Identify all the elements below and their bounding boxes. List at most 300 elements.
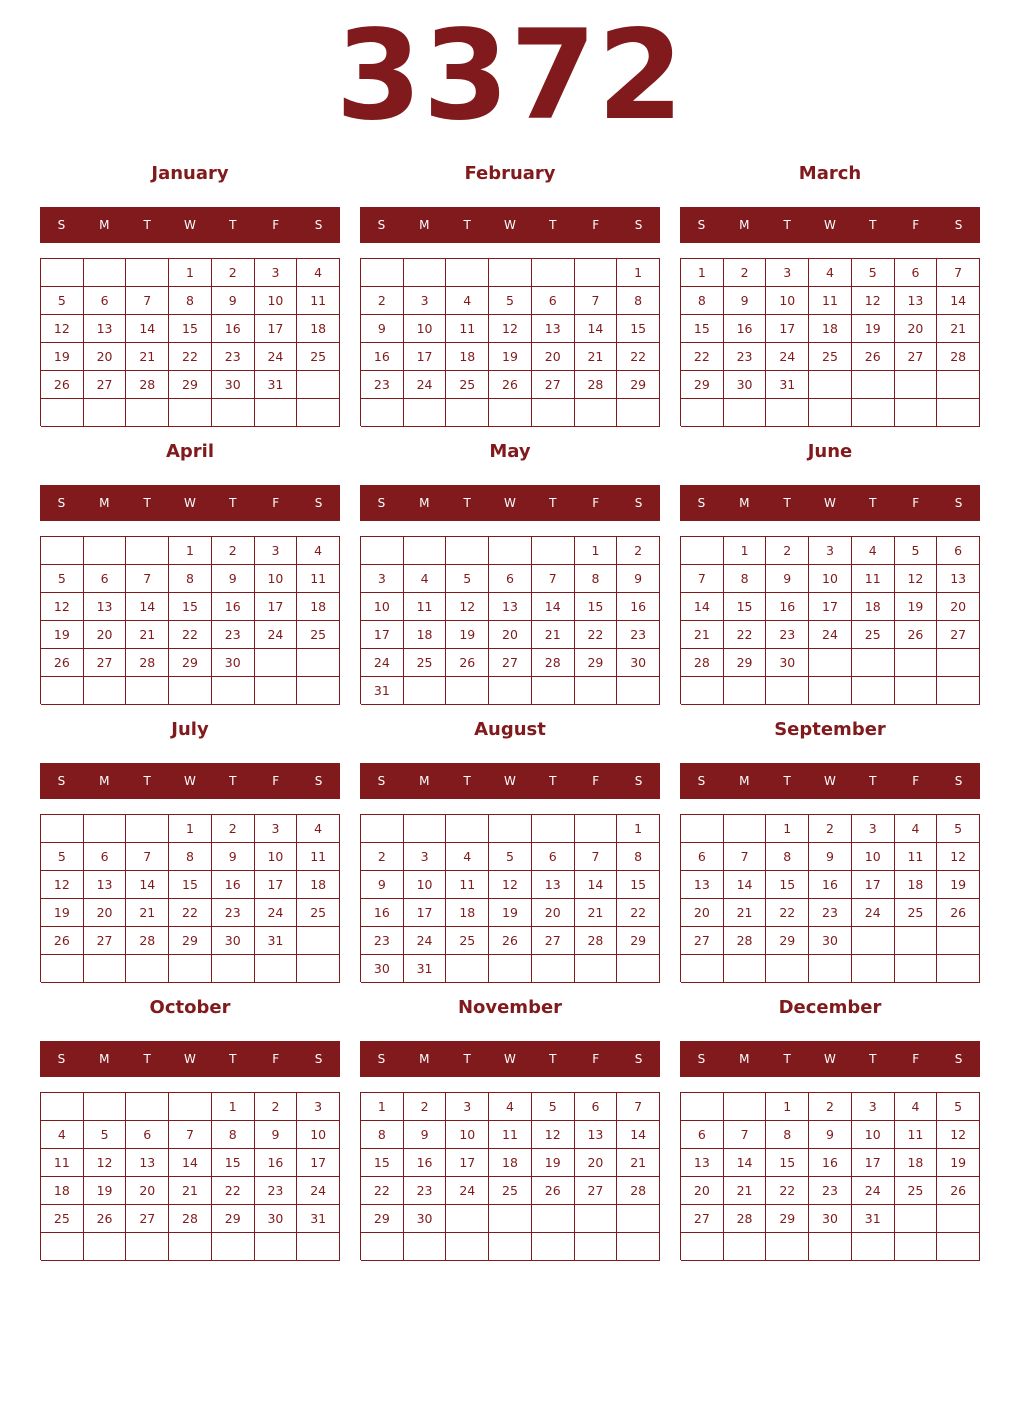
month-name: July [171, 719, 209, 740]
day-cell: 31 [852, 1205, 895, 1233]
day-cell: 6 [681, 1121, 724, 1149]
empty-day-cell [212, 677, 255, 705]
empty-day-cell [724, 815, 767, 843]
day-cell: 29 [766, 1205, 809, 1233]
weekday-label: F [592, 774, 600, 788]
day-cell: 24 [255, 899, 298, 927]
day-cell: 14 [126, 593, 169, 621]
empty-day-cell [895, 677, 938, 705]
day-cell: 7 [724, 1121, 767, 1149]
day-cell: 24 [404, 927, 447, 955]
day-cell: 17 [852, 1149, 895, 1177]
day-cell: 22 [617, 343, 660, 371]
day-cell: 30 [212, 927, 255, 955]
day-cell: 4 [895, 815, 938, 843]
empty-day-cell [575, 815, 618, 843]
day-cell: 24 [766, 343, 809, 371]
day-cell: 30 [404, 1205, 447, 1233]
weekday-label: S [314, 218, 323, 232]
day-cell: 28 [532, 649, 575, 677]
day-cell: 10 [446, 1121, 489, 1149]
day-cell: 30 [361, 955, 404, 983]
day-cell: 22 [766, 1177, 809, 1205]
empty-day-cell [212, 1233, 255, 1261]
weekday-label: S [57, 496, 66, 510]
day-cell: 10 [255, 565, 298, 593]
empty-day-cell [532, 399, 575, 427]
day-cell: 4 [852, 537, 895, 565]
day-cell: 29 [575, 649, 618, 677]
weekday-label: F [912, 774, 920, 788]
empty-day-cell [617, 399, 660, 427]
weekday-label: W [824, 496, 836, 510]
empty-day-cell [489, 677, 532, 705]
empty-day-cell [84, 955, 127, 983]
month-name: April [165, 441, 215, 462]
weekday-label: S [697, 496, 706, 510]
empty-day-cell [446, 259, 489, 287]
day-cell: 11 [297, 843, 340, 871]
day-cell: 4 [489, 1093, 532, 1121]
empty-day-cell [446, 677, 489, 705]
day-cell: 26 [937, 899, 980, 927]
month-july [40, 716, 340, 994]
day-grid [40, 536, 340, 704]
weekday-label: T [463, 496, 471, 510]
empty-day-cell [446, 537, 489, 565]
day-cell: 26 [489, 927, 532, 955]
weekday-label: T [143, 496, 151, 510]
day-cell: 13 [532, 315, 575, 343]
empty-day-cell [681, 677, 724, 705]
empty-day-cell [895, 955, 938, 983]
weekday-label: T [229, 218, 237, 232]
weekday-label: W [184, 1052, 196, 1066]
day-grid [680, 1092, 980, 1260]
day-cell: 28 [575, 371, 618, 399]
empty-day-cell [446, 815, 489, 843]
day-cell: 16 [766, 593, 809, 621]
day-cell: 8 [681, 287, 724, 315]
day-cell: 17 [255, 593, 298, 621]
weekday-label: S [57, 774, 66, 788]
day-cell: 9 [212, 287, 255, 315]
weekday-label: S [314, 1052, 323, 1066]
day-cell: 28 [126, 927, 169, 955]
day-cell: 26 [41, 649, 84, 677]
day-cell: 13 [681, 871, 724, 899]
day-cell: 11 [489, 1121, 532, 1149]
empty-day-cell [361, 537, 404, 565]
empty-day-cell [361, 399, 404, 427]
weekday-label: M [739, 774, 750, 788]
day-cell: 7 [617, 1093, 660, 1121]
weekday-label: S [634, 218, 643, 232]
day-cell: 11 [895, 1121, 938, 1149]
weekday-label: F [912, 496, 920, 510]
empty-day-cell [169, 1093, 212, 1121]
day-cell: 16 [809, 1149, 852, 1177]
day-cell: 21 [532, 621, 575, 649]
weekday-header [40, 207, 340, 243]
empty-day-cell [937, 1205, 980, 1233]
day-cell: 9 [724, 287, 767, 315]
day-cell: 18 [809, 315, 852, 343]
empty-day-cell [617, 677, 660, 705]
weekday-label: S [697, 1052, 706, 1066]
weekday-label: M [739, 218, 750, 232]
day-cell: 12 [41, 593, 84, 621]
day-cell: 18 [489, 1149, 532, 1177]
day-cell: 12 [41, 315, 84, 343]
day-cell: 6 [84, 287, 127, 315]
day-cell: 12 [489, 315, 532, 343]
empty-day-cell [724, 1233, 767, 1261]
day-cell: 12 [84, 1149, 127, 1177]
day-cell: 18 [297, 871, 340, 899]
day-cell: 30 [617, 649, 660, 677]
day-cell: 24 [361, 649, 404, 677]
day-cell: 19 [937, 1149, 980, 1177]
empty-day-cell [852, 677, 895, 705]
month-september [680, 716, 980, 994]
day-cell: 2 [809, 1093, 852, 1121]
day-cell: 11 [297, 565, 340, 593]
empty-day-cell [937, 371, 980, 399]
day-cell: 30 [255, 1205, 298, 1233]
day-cell: 15 [212, 1149, 255, 1177]
day-cell: 17 [361, 621, 404, 649]
empty-day-cell [575, 1205, 618, 1233]
empty-day-cell [489, 1205, 532, 1233]
empty-day-cell [126, 677, 169, 705]
day-cell: 25 [809, 343, 852, 371]
day-cell: 5 [937, 815, 980, 843]
weekday-label: S [57, 218, 66, 232]
day-cell: 23 [809, 1177, 852, 1205]
day-cell: 3 [404, 843, 447, 871]
weekday-label: W [824, 774, 836, 788]
day-cell: 18 [41, 1177, 84, 1205]
day-cell: 23 [404, 1177, 447, 1205]
day-grid [360, 814, 660, 982]
empty-day-cell [532, 955, 575, 983]
weekday-label: T [869, 774, 877, 788]
day-cell: 10 [255, 843, 298, 871]
empty-day-cell [41, 399, 84, 427]
empty-day-cell [169, 399, 212, 427]
weekday-label: T [549, 774, 557, 788]
day-cell: 20 [895, 315, 938, 343]
weekday-label: S [954, 774, 963, 788]
weekday-label: W [504, 496, 516, 510]
day-cell: 25 [404, 649, 447, 677]
day-cell: 25 [297, 621, 340, 649]
day-cell: 2 [724, 259, 767, 287]
empty-day-cell [255, 649, 298, 677]
day-cell: 17 [809, 593, 852, 621]
weekday-label: S [697, 218, 706, 232]
day-cell: 2 [212, 815, 255, 843]
day-cell: 23 [212, 343, 255, 371]
day-cell: 15 [766, 871, 809, 899]
empty-day-cell [895, 1233, 938, 1261]
day-cell: 5 [489, 287, 532, 315]
day-cell: 4 [297, 259, 340, 287]
day-cell: 25 [852, 621, 895, 649]
day-cell: 9 [361, 315, 404, 343]
day-cell: 29 [724, 649, 767, 677]
weekday-label: T [229, 774, 237, 788]
empty-day-cell [766, 399, 809, 427]
empty-day-cell [937, 927, 980, 955]
day-cell: 24 [852, 899, 895, 927]
empty-day-cell [575, 955, 618, 983]
month-may [360, 438, 660, 716]
day-cell: 22 [212, 1177, 255, 1205]
day-cell: 10 [404, 871, 447, 899]
month-name: February [464, 163, 556, 184]
day-cell: 22 [575, 621, 618, 649]
day-cell: 22 [169, 343, 212, 371]
month-november [360, 994, 660, 1272]
empty-day-cell [575, 399, 618, 427]
day-cell: 4 [809, 259, 852, 287]
day-cell: 29 [361, 1205, 404, 1233]
empty-day-cell [41, 1233, 84, 1261]
day-cell: 17 [255, 315, 298, 343]
day-cell: 26 [852, 343, 895, 371]
weekday-label: S [377, 218, 386, 232]
day-cell: 2 [212, 259, 255, 287]
day-cell: 21 [617, 1149, 660, 1177]
empty-day-cell [575, 677, 618, 705]
day-cell: 2 [404, 1093, 447, 1121]
day-cell: 31 [766, 371, 809, 399]
empty-day-cell [532, 1205, 575, 1233]
day-cell: 16 [404, 1149, 447, 1177]
empty-day-cell [84, 1233, 127, 1261]
weekday-label: S [377, 496, 386, 510]
day-cell: 15 [169, 871, 212, 899]
empty-day-cell [84, 259, 127, 287]
empty-day-cell [255, 399, 298, 427]
day-cell: 18 [297, 315, 340, 343]
day-cell: 2 [212, 537, 255, 565]
day-cell: 9 [404, 1121, 447, 1149]
day-grid [360, 1092, 660, 1260]
empty-day-cell [532, 537, 575, 565]
day-cell: 20 [681, 899, 724, 927]
day-cell: 3 [255, 259, 298, 287]
day-cell: 16 [212, 871, 255, 899]
empty-day-cell [212, 399, 255, 427]
day-cell: 4 [446, 287, 489, 315]
weekday-label: T [229, 1052, 237, 1066]
day-cell: 2 [255, 1093, 298, 1121]
day-cell: 13 [489, 593, 532, 621]
day-cell: 31 [404, 955, 447, 983]
month-name: October [149, 997, 231, 1018]
empty-day-cell [937, 649, 980, 677]
day-cell: 7 [575, 843, 618, 871]
day-cell: 19 [852, 315, 895, 343]
day-cell: 14 [126, 871, 169, 899]
day-cell: 10 [852, 1121, 895, 1149]
day-cell: 7 [126, 565, 169, 593]
day-cell: 12 [446, 593, 489, 621]
weekday-label: W [504, 774, 516, 788]
day-cell: 20 [84, 621, 127, 649]
weekday-label: M [419, 774, 430, 788]
day-cell: 24 [255, 343, 298, 371]
day-cell: 22 [361, 1177, 404, 1205]
weekday-header [40, 485, 340, 521]
day-cell: 29 [169, 649, 212, 677]
day-cell: 15 [575, 593, 618, 621]
day-cell: 24 [255, 621, 298, 649]
day-cell: 22 [766, 899, 809, 927]
day-cell: 5 [41, 565, 84, 593]
empty-day-cell [84, 1093, 127, 1121]
day-cell: 29 [169, 371, 212, 399]
empty-day-cell [532, 815, 575, 843]
empty-day-cell [532, 677, 575, 705]
day-cell: 5 [852, 259, 895, 287]
day-cell: 20 [937, 593, 980, 621]
day-cell: 5 [937, 1093, 980, 1121]
day-cell: 6 [575, 1093, 618, 1121]
day-cell: 25 [446, 371, 489, 399]
empty-day-cell [809, 649, 852, 677]
weekday-label: M [739, 496, 750, 510]
empty-day-cell [297, 649, 340, 677]
empty-day-cell [681, 399, 724, 427]
empty-day-cell [126, 399, 169, 427]
day-cell: 17 [404, 899, 447, 927]
weekday-header [680, 207, 980, 243]
empty-day-cell [297, 399, 340, 427]
empty-day-cell [489, 259, 532, 287]
day-cell: 1 [212, 1093, 255, 1121]
day-cell: 19 [937, 871, 980, 899]
day-cell: 28 [724, 1205, 767, 1233]
day-cell: 13 [895, 287, 938, 315]
day-cell: 1 [724, 537, 767, 565]
day-cell: 30 [766, 649, 809, 677]
month-august [360, 716, 660, 994]
day-grid [360, 258, 660, 426]
weekday-label: T [143, 1052, 151, 1066]
weekday-label: T [783, 774, 791, 788]
empty-day-cell [404, 399, 447, 427]
day-cell: 9 [212, 843, 255, 871]
day-cell: 21 [169, 1177, 212, 1205]
weekday-label: S [314, 496, 323, 510]
empty-day-cell [404, 259, 447, 287]
day-cell: 28 [169, 1205, 212, 1233]
weekday-label: W [504, 218, 516, 232]
day-cell: 23 [361, 927, 404, 955]
day-cell: 24 [446, 1177, 489, 1205]
weekday-label: T [783, 1052, 791, 1066]
weekday-label: S [954, 218, 963, 232]
day-cell: 23 [809, 899, 852, 927]
day-cell: 10 [852, 843, 895, 871]
empty-day-cell [809, 371, 852, 399]
day-grid [680, 258, 980, 426]
day-cell: 20 [532, 899, 575, 927]
empty-day-cell [809, 955, 852, 983]
day-cell: 20 [575, 1149, 618, 1177]
day-cell: 1 [169, 537, 212, 565]
day-cell: 14 [617, 1121, 660, 1149]
day-cell: 16 [361, 343, 404, 371]
empty-day-cell [895, 399, 938, 427]
day-cell: 3 [809, 537, 852, 565]
day-cell: 23 [361, 371, 404, 399]
weekday-label: T [783, 496, 791, 510]
day-cell: 6 [84, 565, 127, 593]
weekday-label: M [419, 496, 430, 510]
empty-day-cell [489, 815, 532, 843]
empty-day-cell [575, 1233, 618, 1261]
day-cell: 1 [361, 1093, 404, 1121]
day-cell: 20 [532, 343, 575, 371]
weekday-label: W [184, 218, 196, 232]
day-cell: 28 [575, 927, 618, 955]
day-cell: 15 [361, 1149, 404, 1177]
day-cell: 21 [126, 899, 169, 927]
day-cell: 5 [532, 1093, 575, 1121]
day-cell: 11 [446, 315, 489, 343]
weekday-label: T [549, 496, 557, 510]
day-cell: 15 [724, 593, 767, 621]
weekday-label: S [634, 1052, 643, 1066]
day-cell: 24 [809, 621, 852, 649]
day-cell: 7 [126, 287, 169, 315]
empty-day-cell [126, 815, 169, 843]
day-cell: 29 [212, 1205, 255, 1233]
empty-day-cell [126, 955, 169, 983]
empty-day-cell [404, 537, 447, 565]
day-cell: 7 [937, 259, 980, 287]
day-cell: 2 [361, 287, 404, 315]
weekday-label: F [272, 774, 280, 788]
empty-day-cell [937, 399, 980, 427]
weekday-header [360, 485, 660, 521]
weekday-label: T [143, 218, 151, 232]
weekday-label: W [184, 774, 196, 788]
day-cell: 5 [446, 565, 489, 593]
day-cell: 18 [446, 343, 489, 371]
day-cell: 16 [809, 871, 852, 899]
empty-day-cell [84, 399, 127, 427]
day-cell: 14 [169, 1149, 212, 1177]
weekday-label: F [272, 496, 280, 510]
empty-day-cell [41, 677, 84, 705]
day-cell: 8 [212, 1121, 255, 1149]
weekday-label: F [272, 1052, 280, 1066]
weekday-label: S [377, 774, 386, 788]
empty-day-cell [297, 927, 340, 955]
day-cell: 21 [724, 1177, 767, 1205]
day-cell: 16 [361, 899, 404, 927]
day-grid [40, 1092, 340, 1260]
day-cell: 12 [852, 287, 895, 315]
day-cell: 14 [724, 1149, 767, 1177]
weekday-label: S [697, 774, 706, 788]
